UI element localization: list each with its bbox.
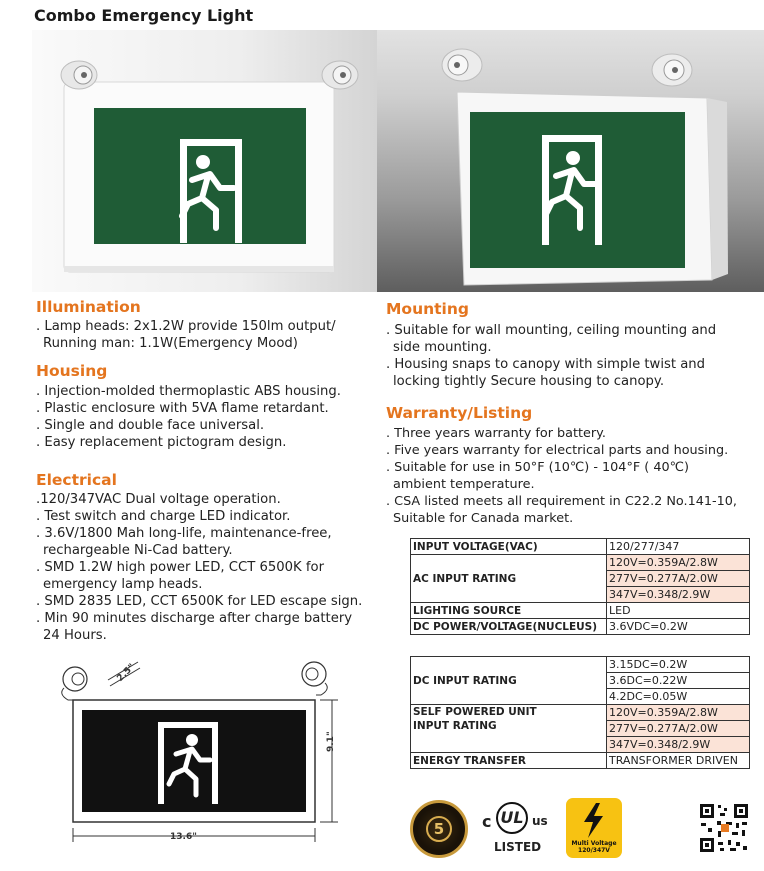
head-dimension-label: 2.5" [115,662,138,684]
product-photo-illustration [32,30,764,292]
table-row [411,619,750,635]
table-row [411,603,750,619]
qr-code-icon[interactable] [698,802,750,854]
energy-transfer-value: TRANSFORMER DRIVEN [607,753,750,769]
table-row [411,555,750,571]
dc-power-value: 3.6VDC=0.2W [607,619,750,635]
table-row [411,705,750,721]
input-voltage-label: INPUT VOLTAGE(VAC) [411,539,607,555]
mounting-heading: Mounting [386,300,469,318]
table-row [411,657,750,673]
page-title: Combo Emergency Light [34,6,254,25]
five-year-warranty-badge [410,800,468,858]
illumination-text: . Lamp heads: 2x1.2W provide 150lm output/ Running man: 1.1W(Emergency Mood) [36,319,336,351]
lighting-source-value: LED [607,603,750,619]
housing-text: . Injection-molded thermoplastic ABS housing. . Plastic enclosure with 5VA flame retardant. . Single and double face universal. . Easy replacement pictogram design. [36,384,341,450]
dimension-drawing [50,656,360,856]
lightning-icon [566,800,622,840]
input-voltage-value: 120/277/347 [607,539,750,555]
table-row [411,753,750,769]
lighting-source-label: LIGHTING SOURCE [411,603,607,619]
dc-input-value: 3.6DC=0.22W [607,673,750,689]
dc-power-label: DC POWER/VOLTAGE(NUCLEUS) [411,619,607,635]
ul-listed-badge: c UL us LISTED [482,798,554,860]
mounting-text: . Suitable for wall mounting, ceiling mounting and side mounting. . Housing snaps to canopy with simple twist and locking tightly Secure housing to canopy. [386,323,717,389]
self-powered-label: SELF POWERED UNIT INPUT RATING [411,705,607,753]
electrical-heading: Electrical [36,471,117,489]
ac-input-label: AC INPUT RATING [411,555,607,603]
warranty-heading: Warranty/Listing [386,404,533,422]
ac-input-value: 277V=0.277A/2.0W [607,571,750,587]
spec-table-dc [410,656,750,769]
housing-heading: Housing [36,362,108,380]
self-powered-value: 120V=0.359A/2.8W [607,705,750,721]
table-row [411,539,750,555]
dc-input-value: 4.2DC=0.05W [607,689,750,705]
spec-table-ac [410,538,750,635]
electrical-text: .120/347VAC Dual voltage operation. . Test switch and charge LED indicator. . 3.6V/1800 Mah long-life, maintenance-free, rechargeable Ni-Cad battery. . SMD 1.2W high power LED, CCT 6500K for emergency lamp heads. . SMD 2835 LED, CCT 6500K for LED escape sign. . Min 90 minutes discharge after charge battery 24 Hours. [36,492,363,643]
self-powered-value: 347V=0.348/2.9W [607,737,750,753]
self-powered-value: 277V=0.277A/2.0W [607,721,750,737]
dc-input-label: DC INPUT RATING [411,657,607,705]
height-dimension-label: 9.1" [326,731,336,752]
angled-view-photo [442,49,728,285]
front-view-photo [61,61,358,272]
product-photos [32,30,764,292]
years-number: 5 [426,816,452,842]
ul-mark: UL [496,802,528,834]
dc-input-value: 3.15DC=0.2W [607,657,750,673]
warranty-text: . Three years warranty for battery. . Five years warranty for electrical parts and housing. . Suitable for use in 50°F (10℃) - 104°F ( 40℃) ambient temperature. . CSA listed meets all requirement in C22.2 No.141-10, Suitable for Canada market. [386,426,737,526]
illumination-heading: Illumination [36,298,141,316]
ac-input-value: 347V=0.348/2.9W [607,587,750,603]
multi-voltage-badge: Multi Voltage 120/347V [566,798,622,858]
width-dimension-label: 13.6" [170,832,197,842]
ac-input-value: 120V=0.359A/2.8W [607,555,750,571]
energy-transfer-label: ENERGY TRANSFER [411,753,607,769]
